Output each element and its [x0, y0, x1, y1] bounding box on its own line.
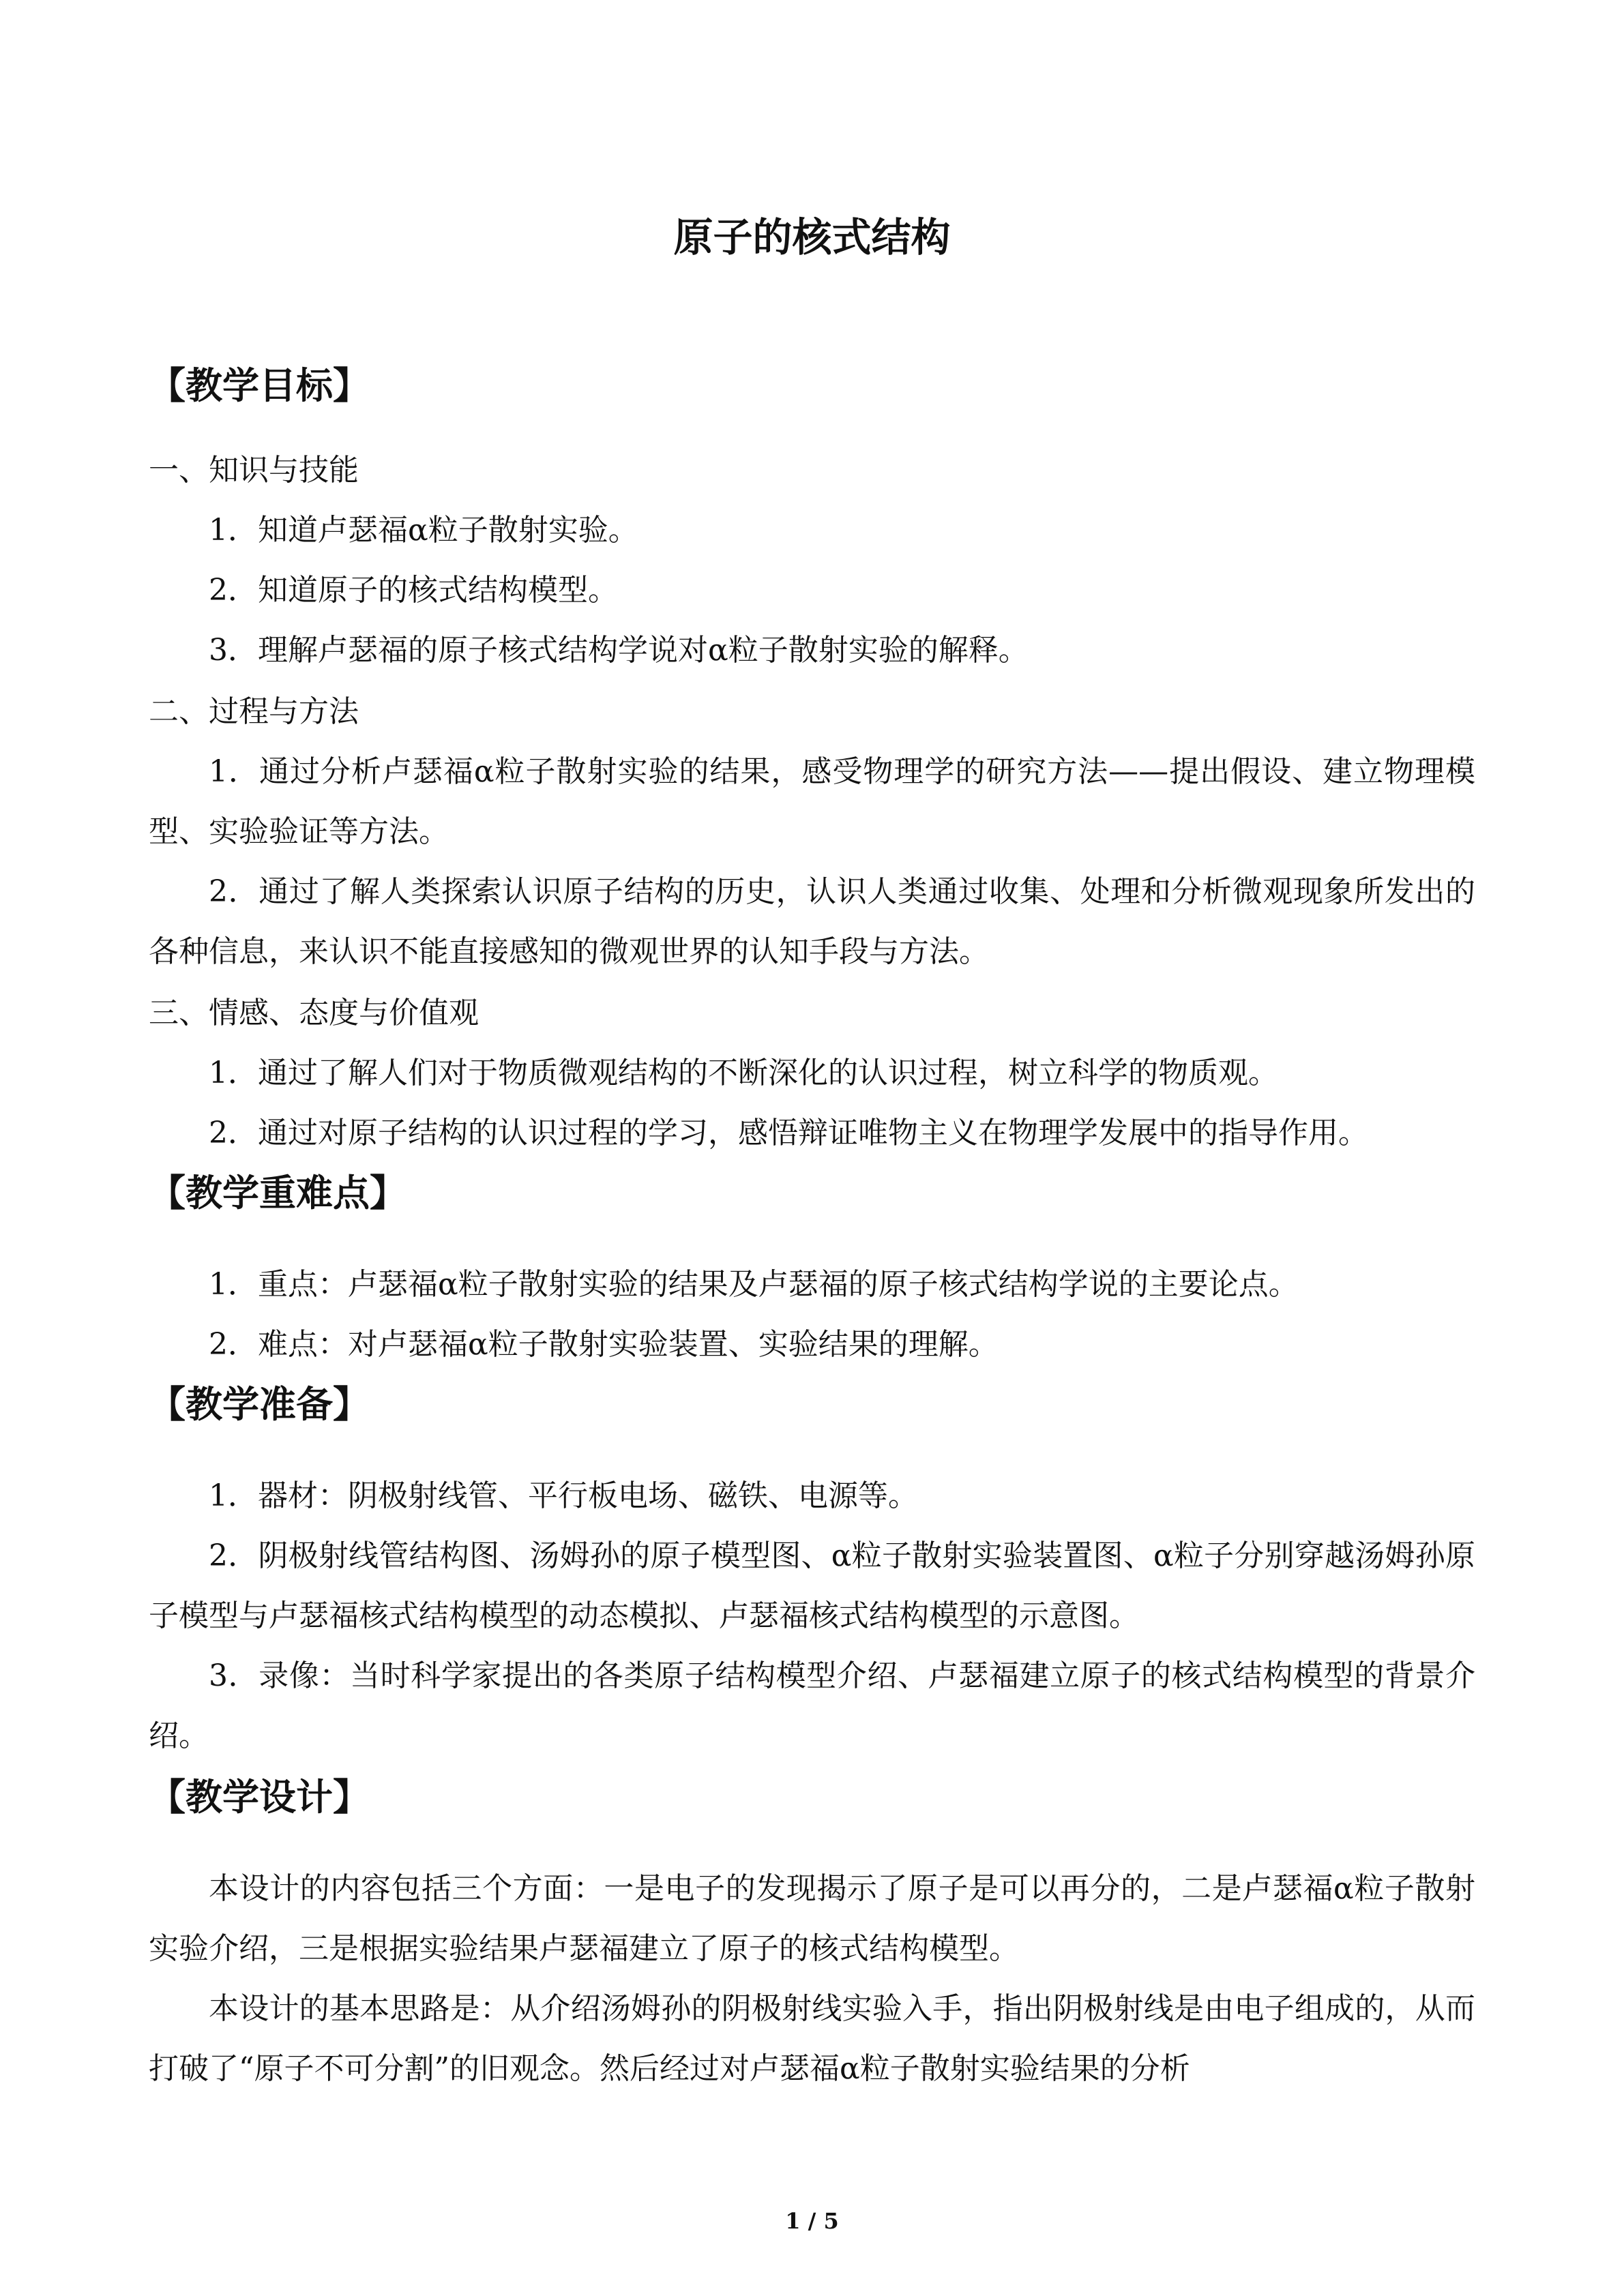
- page-number: 1 / 5: [785, 2208, 839, 2234]
- objective-item: 3．理解卢瑟福的原子核式结构学说对α粒子散射实验的解释。: [209, 633, 1029, 668]
- keypoint-item: 1．重点：卢瑟福α粒子散射实验的结果及卢瑟福的原子核式结构学说的主要论点。: [209, 1267, 1299, 1302]
- section-title-values: 三、情感、态度与价值观: [149, 996, 479, 1030]
- design-paragraph: 本设计的基本思路是：从介绍汤姆孙的阴极射线实验入手，指出阴极射线是由电子组成的，从而打破了“原子不可分割”的旧观念。然后经过对卢瑟福α粒子散射实验结果的分析: [149, 1991, 1475, 2086]
- objective-item: 2．通过了解人类探索认识原子结构的历史，认识人类通过收集、处理和分析微观现象所发出的各种信息，来认识不能直接感知的微观世界的认知手段与方法。: [149, 874, 1475, 969]
- design-paragraph: 本设计的内容包括三个方面：一是电子的发现揭示了原子是可以再分的，二是卢瑟福α粒子散射实验介绍，三是根据实验结果卢瑟福建立了原子的核式结构模型。: [149, 1871, 1475, 1966]
- preparation-item: 1．器材：阴极射线管、平行板电场、磁铁、电源等。: [209, 1478, 918, 1513]
- heading-objectives: 【教学目标】: [149, 364, 370, 407]
- preparation-item: 3．录像：当时科学家提出的各类原子结构模型介绍、卢瑟福建立原子的核式结构模型的背景介绍。: [149, 1658, 1475, 1753]
- objective-item: 1．通过分析卢瑟福α粒子散射实验的结果，感受物理学的研究方法——提出假设、建立物理模型、实验验证等方法。: [149, 754, 1475, 849]
- objective-item: 1．知道卢瑟福α粒子散射实验。: [209, 513, 638, 548]
- section-title-knowledge: 一、知识与技能: [149, 453, 359, 488]
- heading-preparation: 【教学准备】: [149, 1383, 370, 1426]
- objective-item: 2．通过对原子结构的认识过程的学习，感悟辩证唯物主义在物理学发展中的指导作用。: [209, 1116, 1368, 1150]
- objective-item: 1．通过了解人们对于物质微观结构的不断深化的认识过程，树立科学的物质观。: [209, 1056, 1278, 1090]
- section-title-process: 二、过程与方法: [149, 694, 359, 729]
- keypoint-item: 2．难点：对卢瑟福α粒子散射实验装置、实验结果的理解。: [209, 1327, 999, 1362]
- objective-item: 2．知道原子的核式结构模型。: [209, 573, 618, 608]
- heading-keypoints: 【教学重难点】: [149, 1172, 407, 1214]
- preparation-item: 2．阴极射线管结构图、汤姆孙的原子模型图、α粒子散射实验装置图、α粒子分别穿越汤姆孙原子模型与卢瑟福核式结构模型的动态模拟、卢瑟福核式结构模型的示意图。: [149, 1538, 1475, 1633]
- heading-design: 【教学设计】: [149, 1776, 370, 1819]
- document-title: 原子的核式结构: [673, 214, 951, 260]
